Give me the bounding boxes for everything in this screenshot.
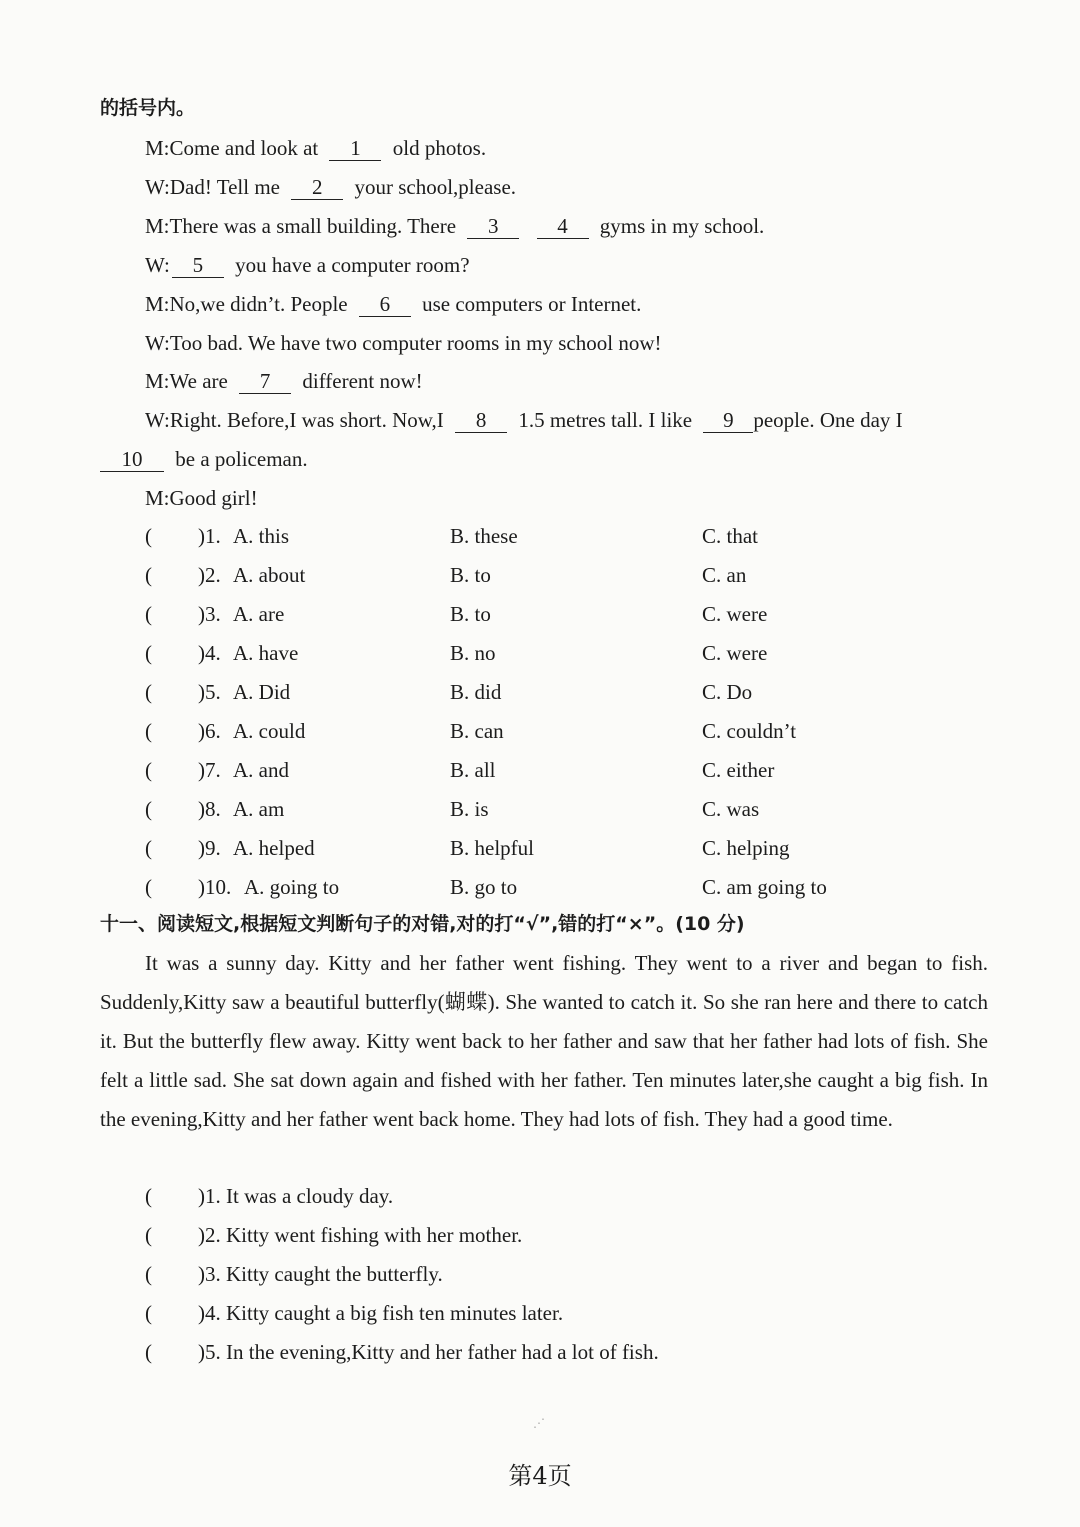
- question-number: )4.: [198, 641, 221, 665]
- dialogue-text: old photos.: [392, 136, 487, 160]
- dialogue-line-5: [145, 290, 1080, 318]
- dialogue-line-2: [145, 173, 1080, 201]
- dialogue-text: M:There was a small building. There: [145, 214, 457, 238]
- dialogue-text: use computers or Internet.: [422, 292, 642, 316]
- answer-paren[interactable]: (: [145, 602, 152, 626]
- option-a[interactable]: A. this: [233, 524, 290, 548]
- option-a[interactable]: A. helped: [233, 836, 315, 860]
- option-a[interactable]: A. have: [233, 641, 299, 665]
- dialogue-line-8: [145, 406, 1080, 434]
- option-a[interactable]: A. Did: [233, 680, 291, 704]
- dialogue-line-7: [145, 367, 1080, 395]
- question-number: )9.: [198, 836, 221, 860]
- answer-paren[interactable]: (: [145, 797, 152, 821]
- statement-text: )2. Kitty went fishing with her mother.: [198, 1223, 523, 1247]
- option-a[interactable]: A. and: [233, 758, 289, 782]
- question-number: )6.: [198, 719, 221, 743]
- dialogue-text: W:: [145, 253, 170, 277]
- option-b[interactable]: B. to: [450, 602, 491, 626]
- blank-2[interactable]: 2: [291, 175, 343, 200]
- option-c[interactable]: C. were: [702, 641, 768, 665]
- option-b[interactable]: B. is: [450, 797, 489, 821]
- blank-7[interactable]: 7: [239, 369, 291, 394]
- option-b[interactable]: B. did: [450, 680, 502, 704]
- blank-6[interactable]: 6: [359, 292, 411, 317]
- statement-text: )1. It was a cloudy day.: [198, 1184, 394, 1208]
- blank-3[interactable]: 3: [467, 214, 519, 239]
- option-c[interactable]: C. an: [702, 563, 747, 587]
- option-c[interactable]: C. Do: [702, 680, 753, 704]
- question-number: )8.: [198, 797, 221, 821]
- statement-text: )3. Kitty caught the butterfly.: [198, 1262, 443, 1286]
- answer-paren[interactable]: (: [145, 758, 152, 782]
- dialogue-text: M:Come and look at: [145, 136, 319, 160]
- dialogue-line-3: [145, 212, 1080, 240]
- dialogue-text: M:We are: [145, 369, 228, 393]
- reading-passage: It was a sunny day. Kitty and her father went fishing. They went to a river and began to fish. Suddenly,Kitty saw a beautiful butterfly(蝴蝶). She wanted to catch it. So she ran here and there to catch it. But the butterfly flew away. Kitty went back to her father and saw that her father had lots of fish. She felt a little sad. She sat down again and fished with her father. Ten minutes later,she caught a big fish. In the evening,Kitty and her father went back home. They had lots of fish. They had a good time.: [100, 951, 988, 1131]
- page-number: 第4页: [508, 1462, 572, 1490]
- answer-paren[interactable]: (: [145, 1262, 152, 1286]
- option-a[interactable]: A. am: [233, 797, 285, 821]
- option-a[interactable]: A. could: [233, 719, 306, 743]
- scan-speck: ⋰: [533, 1416, 545, 1430]
- question-number: )2.: [198, 563, 221, 587]
- dialogue-text: gyms in my school.: [599, 214, 765, 238]
- dialogue-text: be a policeman.: [175, 447, 308, 471]
- question-number: )7.: [198, 758, 221, 782]
- blank-5[interactable]: 5: [172, 253, 224, 278]
- option-a[interactable]: A. about: [233, 563, 306, 587]
- dialogue-text: 1.5 metres tall. I like: [518, 408, 693, 432]
- answer-paren[interactable]: (: [145, 1301, 152, 1325]
- answer-paren[interactable]: (: [145, 836, 152, 860]
- dialogue-line-6: W:Too bad. We have two computer rooms in my school now!: [145, 331, 662, 355]
- blank-4[interactable]: 4: [537, 214, 589, 239]
- option-b[interactable]: B. to: [450, 563, 491, 587]
- answer-paren[interactable]: (: [145, 524, 152, 548]
- dialogue-line-4: [145, 251, 1080, 279]
- option-b[interactable]: B. can: [450, 719, 504, 743]
- intro-tail: 的括号内。: [100, 97, 196, 119]
- statement-text: )5. In the evening,Kitty and her father had a lot of fish.: [198, 1340, 659, 1364]
- dialogue-text: M:No,we didn’t. People: [145, 292, 348, 316]
- dialogue-text: W:Dad! Tell me: [145, 175, 280, 199]
- option-c[interactable]: C. either: [702, 758, 775, 782]
- option-c[interactable]: C. was: [702, 797, 760, 821]
- answer-paren[interactable]: (: [145, 641, 152, 665]
- option-b[interactable]: B. these: [450, 524, 518, 548]
- answer-paren[interactable]: (: [145, 1184, 152, 1208]
- answer-paren[interactable]: (: [145, 1340, 152, 1364]
- question-number: )3.: [198, 602, 221, 626]
- option-c[interactable]: C. helping: [702, 836, 790, 860]
- dialogue-text: people. One day I: [753, 408, 903, 432]
- question-number: )1.: [198, 524, 221, 548]
- dialogue-line-9: [100, 445, 1080, 473]
- blank-9[interactable]: 9: [703, 408, 753, 433]
- option-c[interactable]: C. am going to: [702, 875, 827, 899]
- option-a[interactable]: A. going to: [244, 875, 340, 899]
- dialogue-text: you have a computer room?: [235, 253, 470, 277]
- section-heading: 十一、阅读短文,根据短文判断句子的对错,对的打“√”,错的打“×”。(10 分): [100, 913, 745, 935]
- answer-paren[interactable]: (: [145, 680, 152, 704]
- blank-8[interactable]: 8: [455, 408, 507, 433]
- dialogue-text: different now!: [302, 369, 423, 393]
- option-c[interactable]: C. that: [702, 524, 758, 548]
- statement-text: )4. Kitty caught a big fish ten minutes later.: [198, 1301, 564, 1325]
- dialogue-line-10: M:Good girl!: [145, 486, 258, 510]
- option-a[interactable]: A. are: [233, 602, 285, 626]
- answer-paren[interactable]: (: [145, 563, 152, 587]
- answer-paren[interactable]: (: [145, 1223, 152, 1247]
- option-b[interactable]: B. no: [450, 641, 496, 665]
- dialogue-line-1: [145, 134, 1080, 162]
- dialogue-text: your school,please.: [354, 175, 517, 199]
- option-b[interactable]: B. go to: [450, 875, 518, 899]
- blank-1[interactable]: 1: [329, 136, 381, 161]
- option-b[interactable]: B. helpful: [450, 836, 534, 860]
- answer-paren[interactable]: (: [145, 875, 152, 899]
- blank-10[interactable]: 10: [100, 447, 164, 472]
- option-c[interactable]: C. were: [702, 602, 768, 626]
- option-b[interactable]: B. all: [450, 758, 496, 782]
- dialogue-text: W:Right. Before,I was short. Now,I: [145, 408, 444, 432]
- question-number: )10.: [198, 875, 232, 899]
- question-number: )5.: [198, 680, 221, 704]
- answer-paren[interactable]: (: [145, 719, 152, 743]
- option-c[interactable]: C. couldn’t: [702, 719, 797, 743]
